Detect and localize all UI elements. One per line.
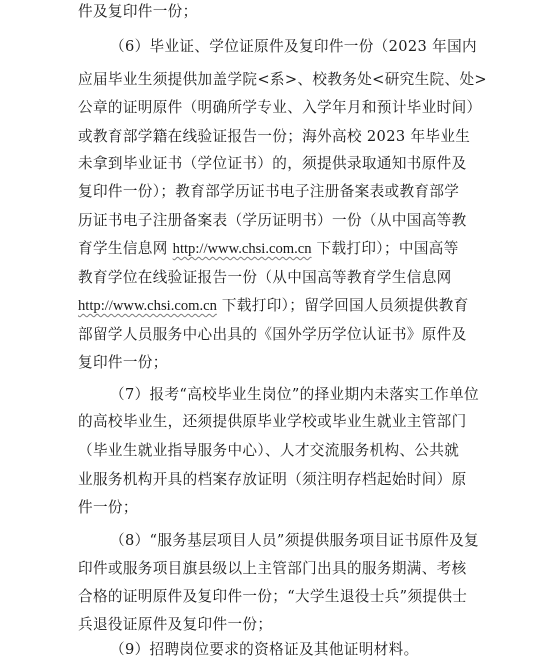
text-line-with-link [78,296,469,316]
text-line: 未拿到毕业证书（学位证书）的，须提供录取通知书原件及 [78,155,467,172]
text-line: 合格的证明原件及复印件一份；“大学生退役士兵”须提供士 [78,588,468,605]
text-line: 兵退役证原件及复印件一份； [78,616,273,633]
text-line: 部留学人员服务中心出具的《国外学历学位认证书》原件及 [78,326,467,343]
line-text-before-link: 育学生信息网 [78,240,173,257]
text-line: 件及复印件一份； [78,3,198,20]
text-line: 应届毕业生须提供加盖学院<系>、校教务处<研究生院、处> [78,71,487,88]
paragraph-8-heading-line: （8）“服务基层项目人员”须提供服务项目证书原件及复 [110,532,479,549]
line-text-after-link: 下载打印）；留学回国人员须提供教育 [216,297,469,314]
text-line: 的高校毕业生，还须提供原毕业学校或毕业生就业主管部门 [78,413,467,430]
paragraph-9-heading-line: （9）招聘岗位要求的资格证及其他证明材料。 [110,641,419,658]
chsi-link[interactable]: http://www.chsi.com.cn [172,241,312,257]
paragraph-7-heading-line: （7）报考“高校毕业生岗位”的择业期内未落实工作单位 [110,386,479,403]
text-line: 件一份； [78,499,138,516]
text-line: 印件或服务项目旗县级以上主管部门出具的服务期满、考核 [78,560,467,577]
chsi-link[interactable]: http://www.chsi.com.cn [78,298,217,314]
text-line: 业服务机构开具的档案存放证明（须注明存档起始时间）原 [78,471,467,488]
text-line: 历证书电子注册备案表（学历证明书）一份（从中国高等教 [78,212,467,229]
text-line: 公章的证明原件（明确所学专业、入学年月和预计毕业时间） [78,99,482,116]
text-line: 或教育部学籍在线验证报告一份；海外高校 2023 年毕业生 [78,128,471,145]
text-line: （毕业生就业指导服务中心）、人才交流服务机构、公共就 [78,442,460,459]
text-line: 复印件一份； [78,354,168,371]
line-text-after-link: 下载打印）；中国高等 [311,240,459,257]
text-line-with-link [78,239,459,259]
paragraph-6-heading-line: （6）毕业证、学位证原件及复印件一份（2023 年国内 [110,38,477,55]
text-line: 教育学位在线验证报告一份（从中国高等教育学生信息网 [78,269,452,286]
text-line: 复印件一份）；教育部学历证书电子注册备案表或教育部学 [78,183,460,200]
